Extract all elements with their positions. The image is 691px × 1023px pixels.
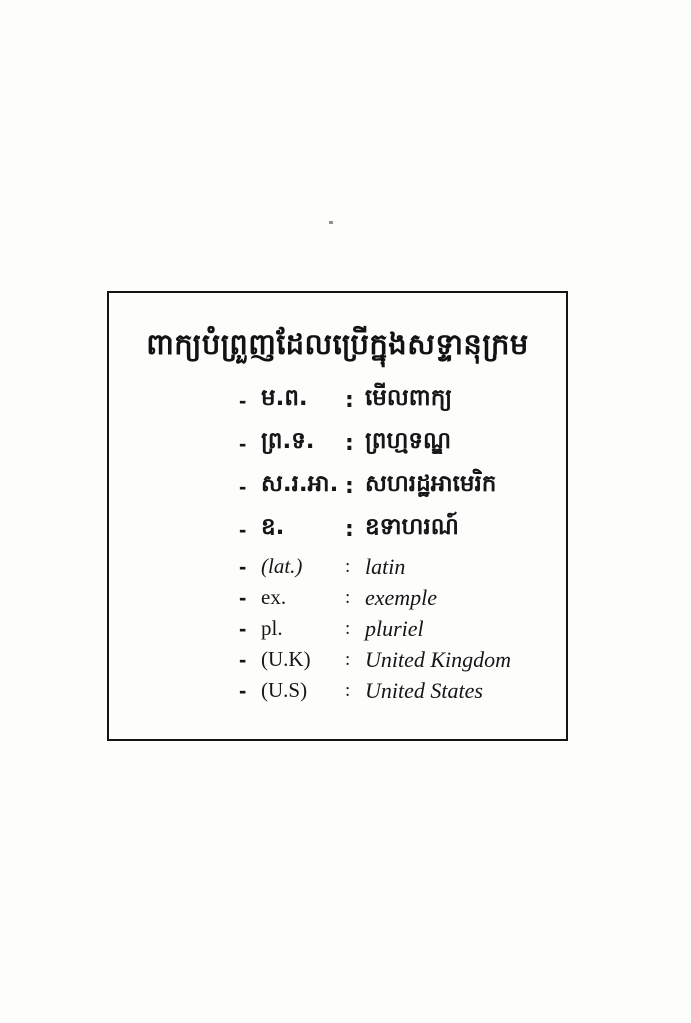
abbreviation-meaning: ឧទាហរណ៍ <box>365 514 459 540</box>
abbreviations-box <box>107 291 568 741</box>
dash-bullet: - <box>239 430 247 456</box>
colon-separator: : <box>345 617 351 639</box>
abbreviation-term: ម.ព. <box>261 385 308 411</box>
abbreviation-term: ឧ. <box>261 514 285 540</box>
abbreviation-meaning: exemple <box>365 584 438 610</box>
abbreviation-meaning: មើលពាក្យ <box>365 385 453 411</box>
abbreviation-row <box>239 508 566 551</box>
abbreviation-row <box>239 379 566 422</box>
dash-bullet: - <box>239 646 247 672</box>
dash-bullet: - <box>239 473 247 499</box>
dash-bullet: - <box>239 553 247 579</box>
abbreviation-meaning: latin <box>365 553 406 579</box>
colon-separator: : <box>345 431 354 456</box>
colon-separator: : <box>345 679 351 701</box>
colon-separator: : <box>345 555 351 577</box>
abbreviation-term: ex. <box>261 585 287 609</box>
page-title: ពាក្យបំព្រួញដែលប្រើក្នុងសទ្ទានុក្រម <box>146 327 529 361</box>
abbreviation-term: pl. <box>261 616 283 640</box>
abbreviation-meaning: ព្រហ្មទណ្ឌ <box>365 428 452 454</box>
colon-separator: : <box>345 517 354 542</box>
dash-bullet: - <box>239 584 247 610</box>
abbreviation-row <box>239 582 566 613</box>
abbreviation-meaning: pluriel <box>365 615 424 641</box>
dash-bullet: - <box>239 387 247 413</box>
abbreviation-meaning: សហរដ្ឋអាមេរិក <box>365 471 497 497</box>
abbreviation-term: (lat.) <box>261 554 303 578</box>
dash-bullet: - <box>239 516 247 542</box>
abbreviation-list <box>239 379 566 706</box>
colon-separator: : <box>345 474 354 499</box>
abbreviation-row <box>239 644 566 675</box>
colon-separator: : <box>345 586 351 608</box>
abbreviation-meaning: United Kingdom <box>365 646 512 672</box>
dash-bullet: - <box>239 677 247 703</box>
abbreviation-row <box>239 551 566 582</box>
abbreviation-term: ស.រ.អា. <box>261 471 339 497</box>
abbreviation-term: (U.S) <box>261 678 308 702</box>
scan-artifact-speck <box>329 221 333 224</box>
colon-separator: : <box>345 648 351 670</box>
abbreviation-meaning: United States <box>365 677 483 703</box>
dash-bullet: - <box>239 615 247 641</box>
abbreviation-term: ព្រ.ទ. <box>261 428 315 454</box>
abbreviation-row <box>239 422 566 465</box>
abbreviation-row <box>239 613 566 644</box>
abbreviation-row <box>239 465 566 508</box>
abbreviation-term: (U.K) <box>261 647 311 671</box>
colon-separator: : <box>345 388 354 413</box>
abbreviation-row <box>239 675 566 706</box>
